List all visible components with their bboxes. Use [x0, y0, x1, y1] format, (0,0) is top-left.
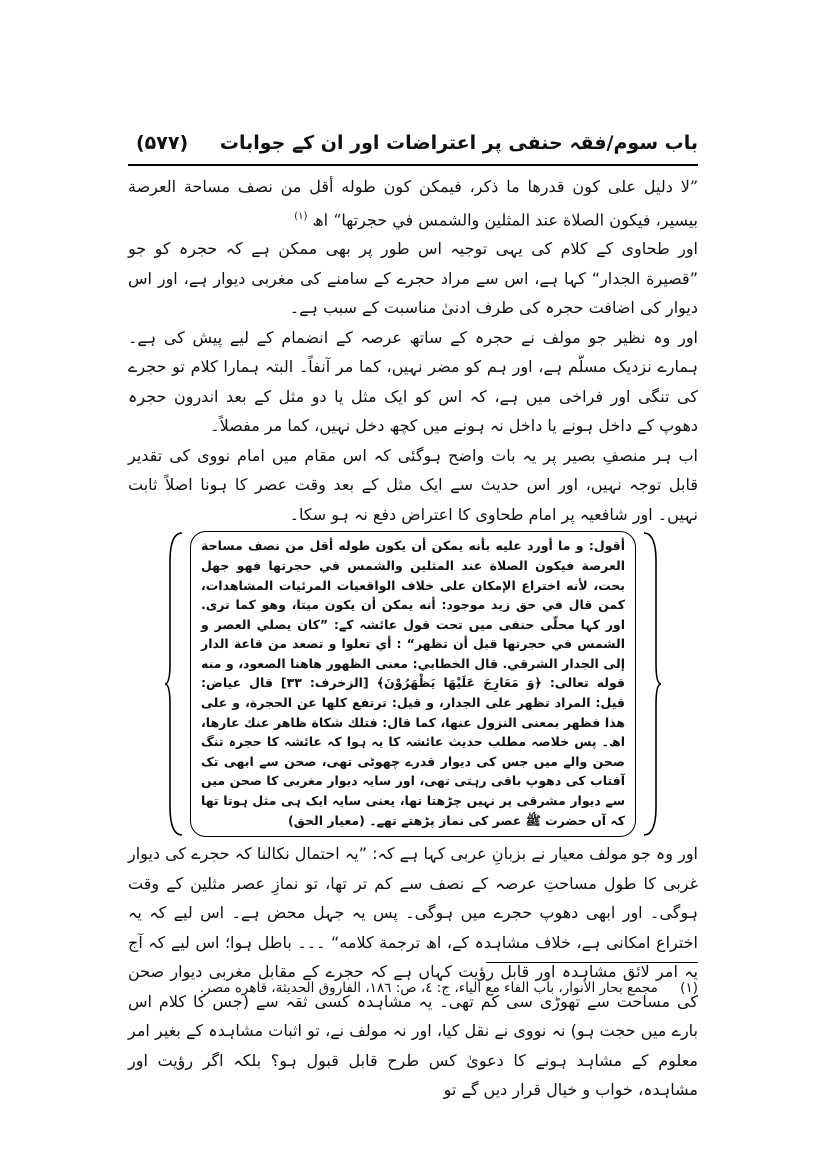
paragraph-analogy: اور وہ نظیر جو مولف نے حجرہ کے ساتھ عرصہ کے انضمام کے لیے پیش کی ہے۔ ہمارے نزدیک مسلّم ہے، اور ہم کو مضر نہیں، کما مر آنفاً۔ البتہ ہمارا کلام تو حجرے کی تنگی اور فراخی میں ہے، کہ اس کو ایک مثل یا دو مثل کے بعد اندرون حجرہ دھوپ کے داخل ہونے یا داخل نہ ہونے میں کچھ دخل نہیں، کما مر مفصلاً۔ [128, 327, 698, 436]
quoted-box-wrapper [190, 531, 636, 837]
footnote [128, 978, 698, 998]
main-text [128, 172, 698, 1105]
header-divider [128, 164, 698, 166]
paragraph-conclusion: اب ہر منصفِ بصیر پر یہ بات واضح ہوگئی کہ اس مقام میں امام نووی کی تقدیر قابل توجہ نہیں، اور اس حدیث سے ایک مثل کے بعد وقت عصر کا ہونا اصلاً ثابت نہیں۔ اور شافعیہ پر امام طحاوی کا اعتراض دفع نہ ہو سکا۔ [128, 445, 698, 524]
footnote-reference: (۱) [294, 210, 308, 222]
footnote-text: مجمع بحار الأنوار، باب الفاء مع الياء، ج: ٤، ص: ١٨٦، الفاروق الحديثة، قاهره مصر. [199, 980, 658, 996]
footnote-number: (۱) [680, 980, 698, 996]
page-header [128, 128, 698, 164]
quoted-excerpt-box: أقول: و ما أورد عليه بأنه يمكن أن يكون طوله أقل من نصف مساحة العرصة فيكون الصلاة عند المثلين والشمس في حجرتها فهو جهل بحت، لأنه اختراع الإمكان على خلاف الواقعيات المرئيات المشاهدات، كمن قال في حق زيد موجود: أنه يمكن أن يكون ميتا، وهو كما ترى. اور کہا محلّی حنفی میں تحت قول عائشہ کے: ”كان يصلي العصر و الشمس في حجرتها قبل أن تظهر“ : أي تعلوا و تصعد من قاعة الدار إلى الجدار الشرقي. قال الخطابي: معنى الظهور هاهنا الصعود، و منه قوله تعالى: ﴿وَ مَعَارِجَ عَلَيْهَا يَظْهَرُوْنَ﴾ [الزخرف: ٣٣] قال عياض: قيل: المراد تظهر على الجدار، و قيل: ترتفع كلها عن الحجرة، و على هذا فظهر بمعنى النزول عنها، كما قال: فتلك شكاة ظاهر عنك عارها، اھ۔ پس خلاصہ مطلب حدیث عائشہ کا یہ ہوا کہ عائشہ کا حجرہ تنگ صحن والے میں جس کی دیوار قدرے چھوٹی تھی، صحن سے ابھی تک آفتاب کی دھوپ باقی رہتی تھی، اور سایہ دیوار مغربی کا صحن میں سے دیوار مشرقی پر نہیں چڑھتا تھا، یعنی سایہ ایک ہی مثل ہوتا تھا کہ آں حضرت ﷺ عصر کی نماز پڑھتے تھے۔ (معیار الحق) [190, 531, 636, 837]
footnote-divider [486, 962, 698, 963]
paragraph-tahawi-interpretation: اور طحاوی کے کلام کی یہی توجیہ اس طور پر بھی ممکن ہے کہ حجرہ کو جو ”قصيرة الجدار“ کہا ہے، اس سے مراد حجرے کے سامنے کی مغربی دیوار ہے، اور اس دیوار کی اضافت حجرہ کی طرف ادنیٰ مناسبت کے سبب ہے۔ [128, 239, 698, 318]
right-brace-icon [642, 531, 662, 837]
left-brace-icon [164, 531, 184, 837]
chapter-title: باب سوم/فقہ حنفی پر اعتراضات اور ان کے جوابات [219, 132, 698, 154]
paragraph-refutation: اور وہ جو مولف معیار نے بزبانِ عربی کہا ہے کہ: ”یہ احتمال نکالنا کہ حجرے کی دیوار غربی کا طول مساحتِ عرصہ کے نصف سے کم تر تھا، تو نمازِ عصر مثلین کے وقت ہوگی۔ اور ابھی دھوپ حجرے میں ہوگی۔ پس یہ جہل محض ہے۔ اس لیے کہ یہ اختراع امکانی ہے، خلاف مشاہدہ کے، اھ ترجمة كلامه“ ۔۔۔ باطل ہوا؛ اس لیے کہ آج یہ امر لائق مشاہدہ اور قابل رؤیت کہاں ہے کہ حجرے کے مقابل مغربی دیوار صحن کی مساحت سے تھوڑی سی کم تھی۔ یہ مشاہدہ کسی ثقہ سے (جس کا کلام اس بارے میں حجت ہو) نہ نووی نے نقل کیا، اور نہ مولف نے، تو اثبات مشاہدہ کے بغیر امر معلوم کے مشاہد ہونے کا دعویٰ کس طرح قابل قبول ہو؟ بلکہ اگر رؤیت اور مشاہدہ، خواب و خیال قرار دیں گے تو [128, 844, 698, 1100]
arabic-quote-paragraph [128, 172, 698, 234]
arabic-quote-text: ”لا دليل على كون قدرها ما ذكر، فيمكن كون طوله أقل من نصف مساحة العرصة بيسير، فيكون الصلاة عند المثلين والشمس في حجرتها“ اھ [128, 177, 698, 229]
page-number: (۵۷۷) [136, 132, 189, 154]
